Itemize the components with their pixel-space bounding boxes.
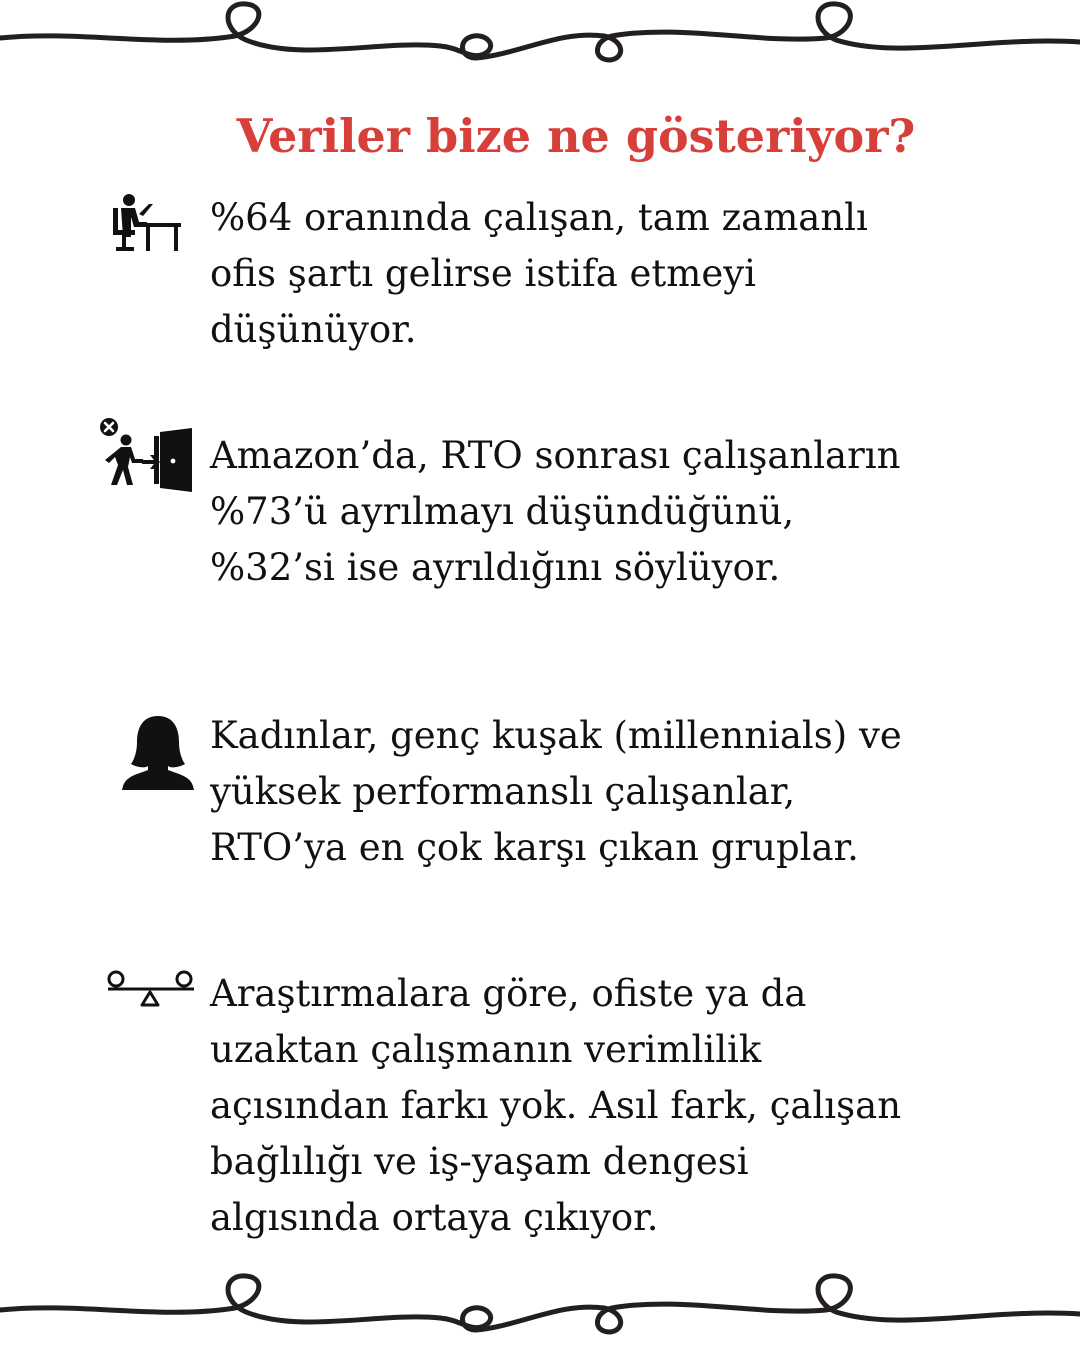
stat-text-productivity: Araştırmalara göre, ofiste ya da uzaktan çalışmanın verimlilik açısından farkı yok. Asıl fark, çalışan bağlılığı ve iş-yaşam dengesi algısında ortaya çıkıyor. [210,972,902,1239]
person-leaving-door-icon [98,416,198,496]
stat-item-amazon [0,428,1080,589]
stat-text-resignation: %64 oranında çalışan, tam zamanlı ofis şartı gelirse istifa etmeyi düşünüyor. [210,196,868,351]
bottom-flourish-divider [0,1272,1080,1342]
balance-seesaw-icon [106,968,196,1010]
page-title: Veriler bize ne gösteriyor? [236,109,916,163]
top-flourish-divider [0,0,1080,70]
stat-item-groups [0,708,1080,869]
stat-text-amazon: Amazon’da, RTO sonrası çalışanların %73’ü ayrılmayı düşündüğünü, %32’si ise ayrıldığını söylüyor. [210,434,901,589]
remote-worker-desk-icon [110,192,182,256]
stat-text-groups: Kadınlar, genç kuşak (millennials) ve yüksek performanslı çalışanlar, RTO’ya en çok karşı çıkan gruplar. [210,714,902,869]
stat-item-productivity [0,966,1080,1239]
stat-item-resignation [0,190,1080,351]
woman-silhouette-icon [120,714,196,792]
